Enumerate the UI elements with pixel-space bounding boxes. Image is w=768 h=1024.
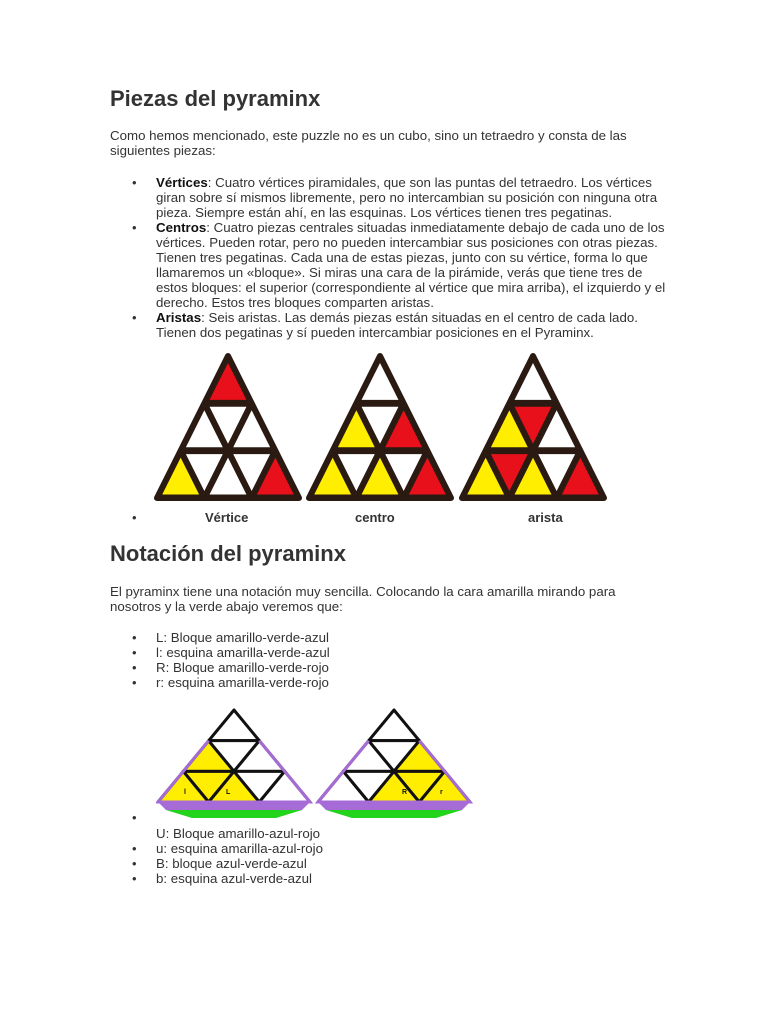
term-centros: Centros — [156, 220, 207, 235]
list-item: • l: esquina amarilla-verde-azul — [110, 645, 670, 660]
list-item: • B: bloque azul-verde-azul — [110, 856, 670, 871]
list-item-aristas — [110, 310, 670, 340]
list-item: U: Bloque amarillo-azul-rojo — [156, 826, 321, 841]
list-item: • u: esquina amarilla-azul-rojo — [110, 841, 670, 856]
pyraminx-edge-diagram — [458, 352, 608, 507]
notation-label: L — [226, 789, 231, 796]
desc-centros: : Cuatro piezas centrales situadas inmediatamente debajo de cada uno de los vértices. Pueden rotar, pero no pueden intercambiar sus posiciones con otras piezas. Tienen tres pegatinas. Cada una de estas piezas, junto con su vértice, forma lo que llamaremos un «bloque». Si miras una cara de la pirámide, verás que tiene tres de estos bloques: el superior (correspondiente al vértice que mira arriba), el izquierdo y el derecho. Estos tres bloques comparten aristas. — [156, 220, 666, 310]
notation-label: R — [402, 789, 408, 796]
section-heading-notacion: Notación del pyraminx — [110, 541, 346, 566]
pieces-list — [110, 175, 670, 340]
list-item: • r: esquina amarilla-verde-rojo — [110, 675, 670, 690]
notation-list-ub — [110, 826, 670, 886]
pyraminx-pieces-figure — [153, 352, 613, 507]
pyraminx-vertex-diagram — [153, 352, 303, 507]
desc-aristas: : Seis aristas. Las demás piezas están situadas en el centro de cada lado. Tienen dos pegatinas y sí pueden intercambiar posiciones en el Pyraminx. — [156, 310, 638, 340]
bullet: • — [132, 810, 137, 825]
section-heading-piezas: Piezas del pyraminx — [110, 86, 321, 111]
list-item: • b: esquina azul-verde-azul — [110, 871, 670, 886]
notation-list-lr — [110, 630, 670, 690]
list-item: • L: Bloque amarillo-verde-azul — [110, 630, 670, 645]
caption-centro: centro — [355, 510, 395, 525]
pyraminx-center-diagram — [305, 352, 455, 507]
desc-vertices: : Cuatro vértices piramidales, que son las puntas del tetraedro. Los vértices giran sobre sí mismos libremente, pero no intercambian su posición con ninguna otra pieza. Siempre están ahí, en las esquinas. Los vértices tienen tres pegatinas. — [156, 175, 658, 220]
notation-label: l — [184, 789, 186, 796]
green-band — [166, 810, 302, 818]
intro-paragraph-notacion: El pyraminx tiene una notación muy sencilla. Colocando la cara amarilla mirando para nosotros y la verde abajo veremos que: — [110, 584, 616, 614]
caption-arista: arista — [528, 510, 563, 525]
sticker — [209, 710, 260, 741]
term-aristas: Aristas — [156, 310, 202, 325]
intro-paragraph-piezas: Como hemos mencionado, este puzzle no es un cubo, sino un tetraedro y consta de las siguientes piezas: — [110, 128, 627, 158]
term-vertices: Vértices — [156, 175, 208, 190]
bullet: • — [132, 510, 137, 525]
list-item-vertices — [110, 175, 670, 220]
pieces-caption-row — [110, 510, 670, 526]
green-band — [326, 810, 462, 818]
caption-vertice: Vértice — [205, 510, 249, 525]
list-item: • R: Bloque amarillo-verde-rojo — [110, 660, 670, 675]
notation-label: r — [440, 789, 443, 796]
sticker — [369, 710, 420, 741]
pyraminx-notation-diagram — [156, 706, 486, 824]
list-item-centros — [110, 220, 670, 310]
